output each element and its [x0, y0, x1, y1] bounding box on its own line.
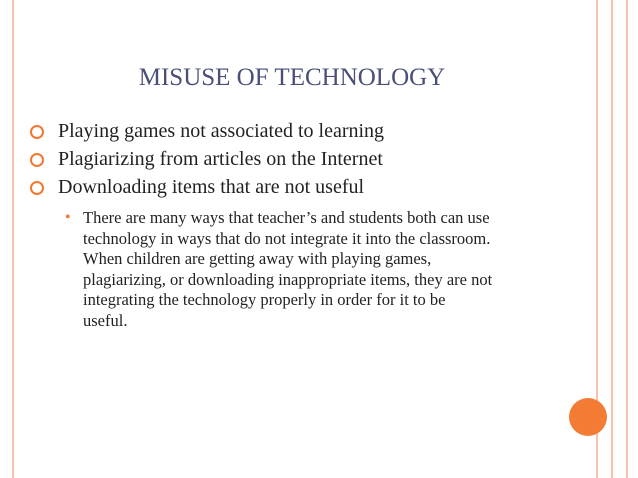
dot-bullet-icon: • [65, 209, 71, 226]
bullet-item [28, 117, 578, 145]
ring-bullet-icon [30, 181, 44, 195]
sub-bullet-text: There are many ways that teacher’s and students both can use technology in ways that do not integrate it into the classroom. When children are getting away with playing games, plagiarizing, or downloading inappropriate items, they are not integrating the technology properly in order for it to be useful. [83, 208, 493, 330]
orange-circle-decoration [569, 398, 607, 436]
right-border-line-3 [626, 0, 628, 478]
ring-bullet-icon [30, 125, 44, 139]
bullet-item [28, 145, 578, 173]
sub-bullet-list [65, 208, 565, 332]
bullet-text: Plagiarizing from articles on the Internet [58, 148, 383, 170]
bullet-text: Playing games not associated to learning [58, 120, 385, 142]
bullet-text: Downloading items that are not useful [58, 176, 365, 198]
bullet-list [28, 117, 578, 201]
slide-title: MISUSE OF TECHNOLOGY [138, 64, 446, 91]
ring-bullet-icon [30, 153, 44, 167]
bullet-item [28, 173, 578, 201]
sub-bullet-item [65, 208, 565, 332]
right-border-line-2 [611, 0, 613, 478]
